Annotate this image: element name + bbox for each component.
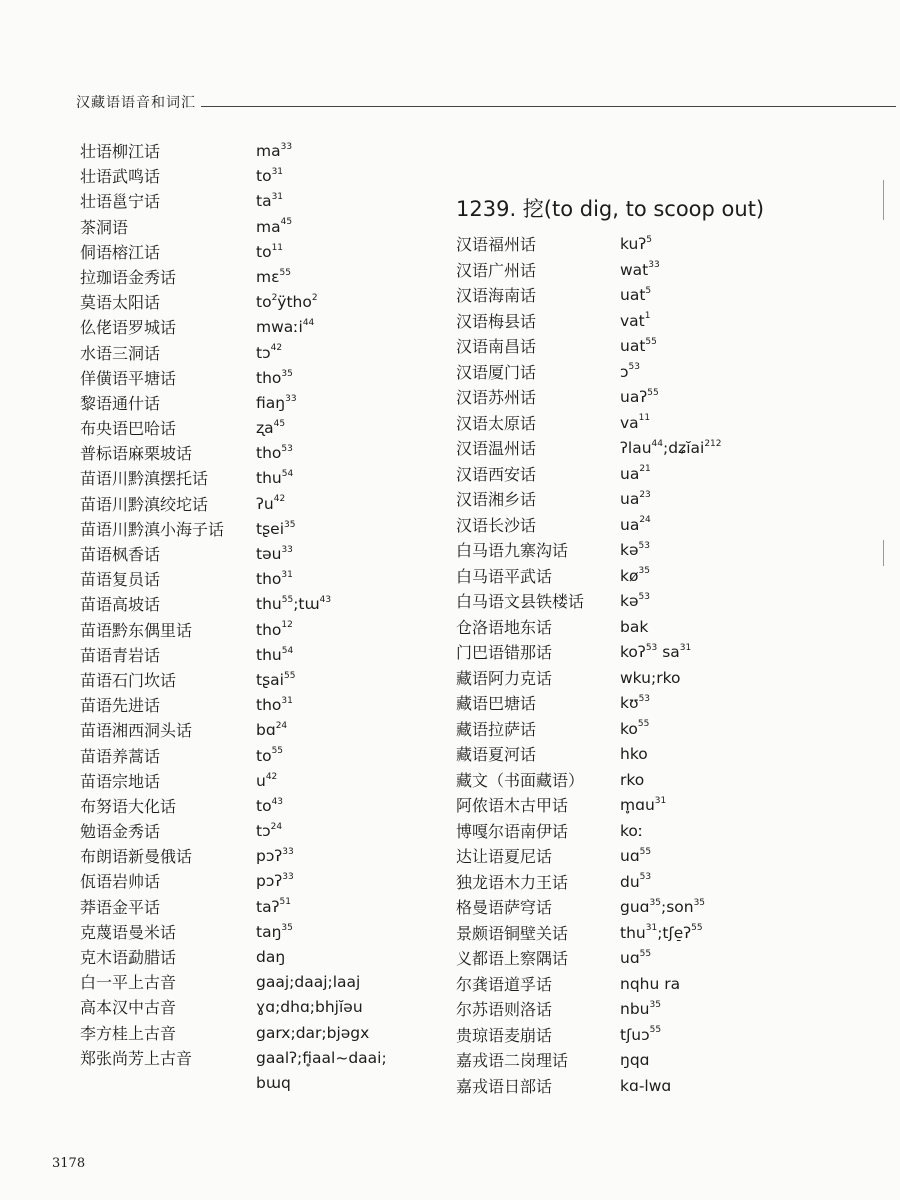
language-name: 藏语拉萨话 [456,719,537,739]
word-entry [452,487,892,513]
language-name: 汉语福州话 [456,235,537,254]
word-entry [452,717,892,743]
language-name: 苗语宗地话 [80,771,161,791]
language-name: 苗语枫香话 [80,545,161,564]
language-name: 仫佬语罗城话 [80,318,177,338]
word-form: tho$^{12}$ [256,620,293,639]
word-form: hko [620,745,648,763]
word-entry [452,1023,892,1049]
word-entry [452,232,892,258]
word-entry [62,618,442,643]
word-form: gaalʔ;fi̥aal~daai; [256,1048,387,1067]
word-entry [452,436,892,462]
word-form: tʂei$^{35}$ [256,519,296,538]
word-form: $ko^{55}$ [620,719,650,738]
language-name: 壮语邕宁话 [80,192,161,212]
word-form: $ua^{24}$ [620,515,651,534]
word-entry [62,794,442,819]
word-form: tho$^{35}$ [256,368,293,387]
word-entry [452,691,892,717]
word-form: $u^{42}$ [256,771,278,790]
language-name: 苗语川黔滇绞坨话 [80,494,209,514]
language-name: 汉语湘乡话 [456,490,537,509]
word-form: taʔ$^{51}$ [256,897,291,916]
word-entry [62,265,442,290]
word-form: ʐa$^{45}$ [256,418,286,438]
word-entry [452,793,892,819]
language-name: 白马语文县铁楼话 [456,592,585,611]
language-name: 汉语梅县话 [456,311,537,331]
language-name: 阿侬语木古甲话 [456,796,569,815]
word-entry [62,693,442,718]
language-name: 白一平上古音 [80,973,177,993]
language-name: 独龙语木力王话 [456,872,569,892]
language-name: 布央语巴哈话 [80,419,177,439]
language-name: 佤语岩帅话 [80,872,161,892]
language-name: 门巴语错那话 [456,643,553,662]
language-name: 布努语大化话 [80,796,177,816]
language-name: 莫语太阳话 [80,293,161,313]
word-entry [452,946,892,972]
word-form: pɔʔ$^{33}$ [256,872,294,891]
word-form: fiaŋ$^{33}$ [256,393,297,412]
language-name: 李方桂上古音 [80,1023,177,1043]
word-entry [62,819,442,844]
language-name: 贵琼语麦崩话 [456,1025,553,1045]
word-entry [62,391,442,416]
language-name: 高本汉中古音 [80,998,177,1018]
word-entry [62,1021,442,1046]
word-form: daŋ [256,948,286,966]
word-entry [62,869,442,894]
word-form: $ua^{21}$ [620,464,651,483]
word-entry [452,258,892,284]
word-entry [62,542,442,567]
header-rule [201,106,896,107]
word-entry [62,567,442,592]
language-name: 汉语长沙话 [456,515,537,535]
language-name: 侗语榕江话 [80,242,161,262]
word-form: kə$^{53}$ [620,591,650,610]
language-name: 苗语青岩话 [80,645,161,665]
word-form: $to^{43}$ [256,796,284,815]
word-entry [62,744,442,769]
language-name: 仓洛语地东话 [456,617,553,637]
word-form: rko [620,770,645,789]
word-entry [452,538,892,564]
word-entry [62,189,442,214]
right-column [452,232,892,1099]
language-name: 尔苏语则洛话 [456,1000,553,1019]
word-form: bɯq [256,1073,291,1092]
word-form: koʔ$^{53}$ $sa^{31}$ [620,642,692,661]
language-name: 汉语海南话 [456,286,537,305]
language-name: 苗语川黔滇小海子话 [80,519,225,539]
word-form: kɑ-lwɑ [620,1076,672,1095]
word-entry [452,870,892,896]
word-form: $to^{31}$ [256,167,284,186]
left-column [62,139,442,1096]
word-entry [62,769,442,794]
word-form: m̥ɑu$^{31}$ [620,795,667,814]
language-name: 汉语西安话 [456,464,537,484]
word-form: ʔlau$^{44}$;dʑĭai$^{212}$ [620,438,722,457]
word-entry [452,895,892,921]
word-form: tɔ$^{24}$ [256,821,283,841]
word-entry [62,466,442,491]
language-name: 苗语养蒿话 [80,746,161,766]
word-entry [62,164,442,189]
word-entry [452,564,892,590]
word-entry [62,844,442,869]
language-name: 义都语上察隅话 [456,949,569,968]
word-form: ɔ$^{53}$ [620,362,640,381]
language-name: 苗语复员话 [80,570,161,590]
language-name: 勉语金秀话 [80,822,161,842]
word-form: uɑ$^{55}$ [620,948,652,967]
word-form: tɔ$^{42}$ [256,343,283,362]
language-name: 布朗语新曼俄话 [80,847,193,867]
language-name: 汉语太原话 [456,413,537,433]
word-form: thu$^{55}$;tɯ$^{43}$ [256,595,332,614]
language-name: 黎语通什话 [80,393,161,413]
language-name: 藏语夏河话 [456,745,537,764]
language-name: 汉语温州话 [456,439,537,458]
language-name: 克蔑语曼米话 [80,922,177,942]
language-name: 普标语麻栗坡话 [80,444,193,464]
language-name: 嘉戎语二岗理话 [456,1051,569,1070]
word-form: mɛ$^{55}$ [256,267,291,286]
word-form: təu$^{33}$ [256,544,293,563]
word-form: garx;dar;bjəgx [256,1023,370,1042]
word-entry [62,668,442,693]
word-form: uɑ$^{55}$ [620,846,652,865]
word-entry [62,315,442,340]
word-form: mwaːi$^{44}$ [256,318,315,337]
word-form: $ma^{45}$ [256,217,293,236]
word-entry [62,1046,442,1071]
word-form: vat$^1$ [620,311,651,330]
word-form: pɔʔ$^{33}$ [256,847,294,866]
language-name: 克木语勐腊话 [80,948,177,967]
word-form: thu$^{31}$;tʃe̠ʔ$^{55}$ [620,923,703,942]
word-form: ɣɑ;dhɑ;bhjĭəu [256,998,363,1017]
header-title: 汉藏语语音和词汇 [76,95,196,111]
word-entry [62,718,442,743]
language-name: 汉语广州话 [456,260,537,280]
language-name: 白马语平武话 [456,566,553,586]
word-entry [452,640,892,666]
language-name: 郑张尚芳上古音 [80,1048,193,1068]
word-entry [62,341,442,366]
word-form: nqhu ra [620,974,681,993]
word-form: $kø^{35}$ [620,566,650,585]
word-entry [62,441,442,466]
word-form: tho$^{31}$ [256,570,293,589]
word-entry [452,462,892,488]
language-name: 茶洞语 [80,217,129,237]
language-name: 格曼语萨穹话 [456,898,553,917]
word-entry [452,385,892,411]
word-form: thu$^{54}$ [256,469,294,488]
language-name: 博嘎尔语南伊话 [456,821,569,841]
language-name: 汉语苏州话 [456,388,537,407]
word-form: $ua^{23}$ [620,489,651,508]
word-entry [452,1074,892,1100]
word-form: kʊ$^{53}$ [620,693,651,712]
word-entry [452,615,892,641]
word-form: thu$^{54}$ [256,645,294,664]
word-entry [452,921,892,947]
language-name: 拉珈语金秀话 [80,267,177,287]
word-entry [62,517,442,542]
word-entry [62,215,442,240]
word-entry [62,895,442,920]
word-form: bak [620,617,649,636]
word-form: gaaj;daaj;laaj [256,973,361,992]
word-form: ŋqɑ [620,1051,650,1069]
word-form: uat$^5$ [620,285,652,304]
word-entry [452,360,892,386]
word-form: wat$^{33}$ [620,260,660,279]
word-form: $to^{11}$ [256,242,284,261]
word-entry [452,768,892,794]
word-entry [452,972,892,998]
word-entry [62,240,442,265]
word-form: tʃuɔ$^{55}$ [620,1025,662,1044]
language-name: 景颇语铜壁关话 [456,923,569,943]
word-entry [62,366,442,391]
word-entry [62,416,442,441]
word-form: tʂai$^{55}$ [256,670,296,689]
word-form: kuʔ$^5$ [620,234,652,253]
word-entry [62,970,442,995]
language-name: 汉语厦门话 [456,362,537,382]
language-name: 汉语南昌话 [456,337,537,356]
word-entry [62,643,442,668]
word-entry [452,997,892,1023]
word-form: kə$^{53}$ [620,540,650,559]
word-form: bɑ$^{24}$ [256,721,288,740]
language-name: 苗语石门坎话 [80,670,177,690]
language-name: 苗语湘西洞头话 [80,721,193,741]
language-name: 壮语武鸣话 [80,167,161,187]
word-form: uaʔ$^{55}$ [620,387,659,406]
word-form: uat$^{55}$ [620,336,657,355]
word-entry [62,945,442,970]
language-name: 苗语川黔滇摆托话 [80,469,209,489]
word-form: wku;rko [620,668,681,687]
word-entry [452,283,892,309]
word-form: $va^{11}$ [620,413,651,432]
word-entry [452,513,892,539]
word-form: guɑ$^{35}$;son$^{35}$ [620,897,706,916]
language-name: 嘉戎语日部话 [456,1076,553,1096]
word-entry [452,666,892,692]
word-entry [62,1071,442,1096]
word-form: taŋ$^{35}$ [256,922,293,941]
language-name: 壮语柳江话 [80,142,161,161]
language-name: 藏语巴塘话 [456,694,537,713]
language-name: 莽语金平话 [80,897,161,917]
word-entry [452,1048,892,1074]
word-entry [452,589,892,615]
word-entry [452,844,892,870]
language-name: 白马语九寨沟话 [456,541,569,560]
word-entry [452,742,892,768]
word-form: $to^2ÿtho^2$ [256,292,318,312]
language-name: 苗语先进话 [80,696,161,716]
word-entry [62,492,442,517]
language-name: 苗语高坡话 [80,595,161,615]
language-name: 佯僙语平塘话 [80,368,177,388]
page-number: 3178 [52,1156,86,1171]
language-name: 水语三洞话 [80,343,161,363]
word-entry [452,334,892,360]
language-name: 苗语黔东偶里话 [80,620,193,640]
margin-mark [883,540,884,566]
word-entry [62,290,442,315]
word-form: nbu$^{35}$ [620,999,661,1018]
word-form: tho$^{53}$ [256,444,293,463]
language-name: 尔龚语道孚话 [456,974,553,994]
word-form: $ma^{33}$ [256,141,293,160]
word-entry [62,139,442,164]
running-header [76,90,896,112]
word-entry [452,411,892,437]
word-form: ʔu$^{42}$ [256,494,286,513]
word-form: tho$^{31}$ [256,695,293,715]
margin-mark [883,180,884,220]
word-entry [62,592,442,617]
word-form: $to^{55}$ [256,746,284,765]
word-form: $ta^{31}$ [256,192,284,211]
word-entry [452,309,892,335]
word-entry [62,995,442,1020]
word-entry [452,819,892,845]
word-form: $du^{53}$ [620,872,652,891]
language-name: 达让语夏尼话 [456,847,553,866]
word-form: koː [620,821,644,840]
language-name: 藏文（书面藏语） [456,770,585,790]
language-name: 藏语阿力克话 [456,668,553,688]
word-entry [62,920,442,945]
section-title: 1239. 挖(to dig, to scoop out) [456,197,765,221]
